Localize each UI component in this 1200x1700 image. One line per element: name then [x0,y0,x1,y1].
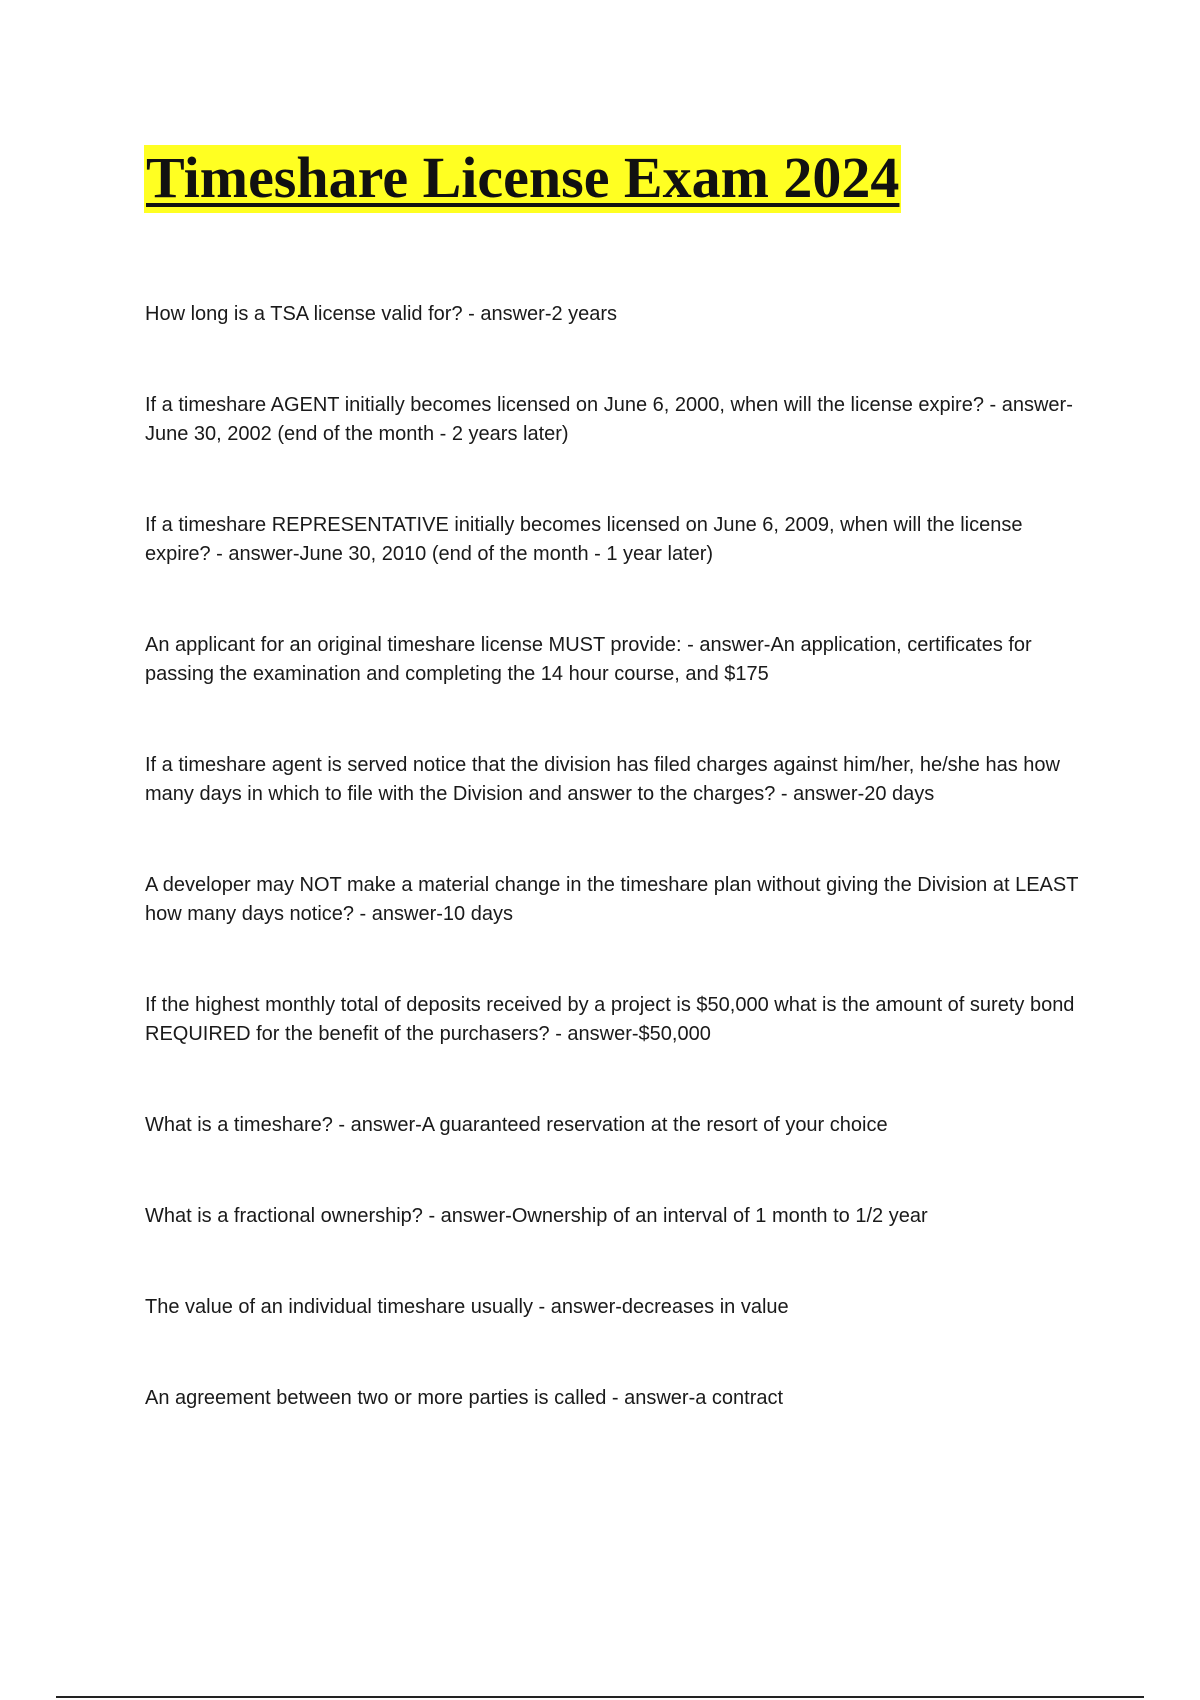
qa-item: If a timeshare AGENT initially becomes licensed on June 6, 2000, when will the license expire? - answer-June 30, 2002 (end of the month - 2 years later) [145,394,1073,445]
qa-item: What is a timeshare? - answer-A guaranteed reservation at the resort of your choice [145,1114,888,1136]
title-block [144,145,901,213]
footer-divider [56,1696,1144,1698]
qa-item: A developer may NOT make a material change in the timeshare plan without giving the Division at LEAST how many days notice? - answer-10 days [145,874,1079,925]
qa-item: The value of an individual timeshare usually - answer-decreases in value [145,1296,789,1318]
qa-item: What is a fractional ownership? - answer-Ownership of an interval of 1 month to 1/2 year [145,1205,928,1227]
qa-item: If a timeshare REPRESENTATIVE initially becomes licensed on June 6, 2009, when will the license expire? - answer-June 30, 2010 (end of the month - 1 year later) [145,514,1023,565]
qa-item: If a timeshare agent is served notice that the division has filed charges against him/her, he/she has how many days in which to file with the Division and answer to the charges? - answer-20 days [145,754,1060,805]
qa-item: If the highest monthly total of deposits received by a project is $50,000 what is the amount of surety bond REQUIRED for the benefit of the purchasers? - answer-$50,000 [145,994,1075,1045]
document-title: Timeshare License Exam 2024 [144,145,901,213]
qa-item: How long is a TSA license valid for? - answer-2 years [145,303,618,325]
qa-item: An applicant for an original timeshare license MUST provide: - answer-An application, certificates for passing the examination and completing the 14 hour course, and $175 [145,634,1032,685]
qa-item: An agreement between two or more parties is called - answer-a contract [145,1387,784,1409]
